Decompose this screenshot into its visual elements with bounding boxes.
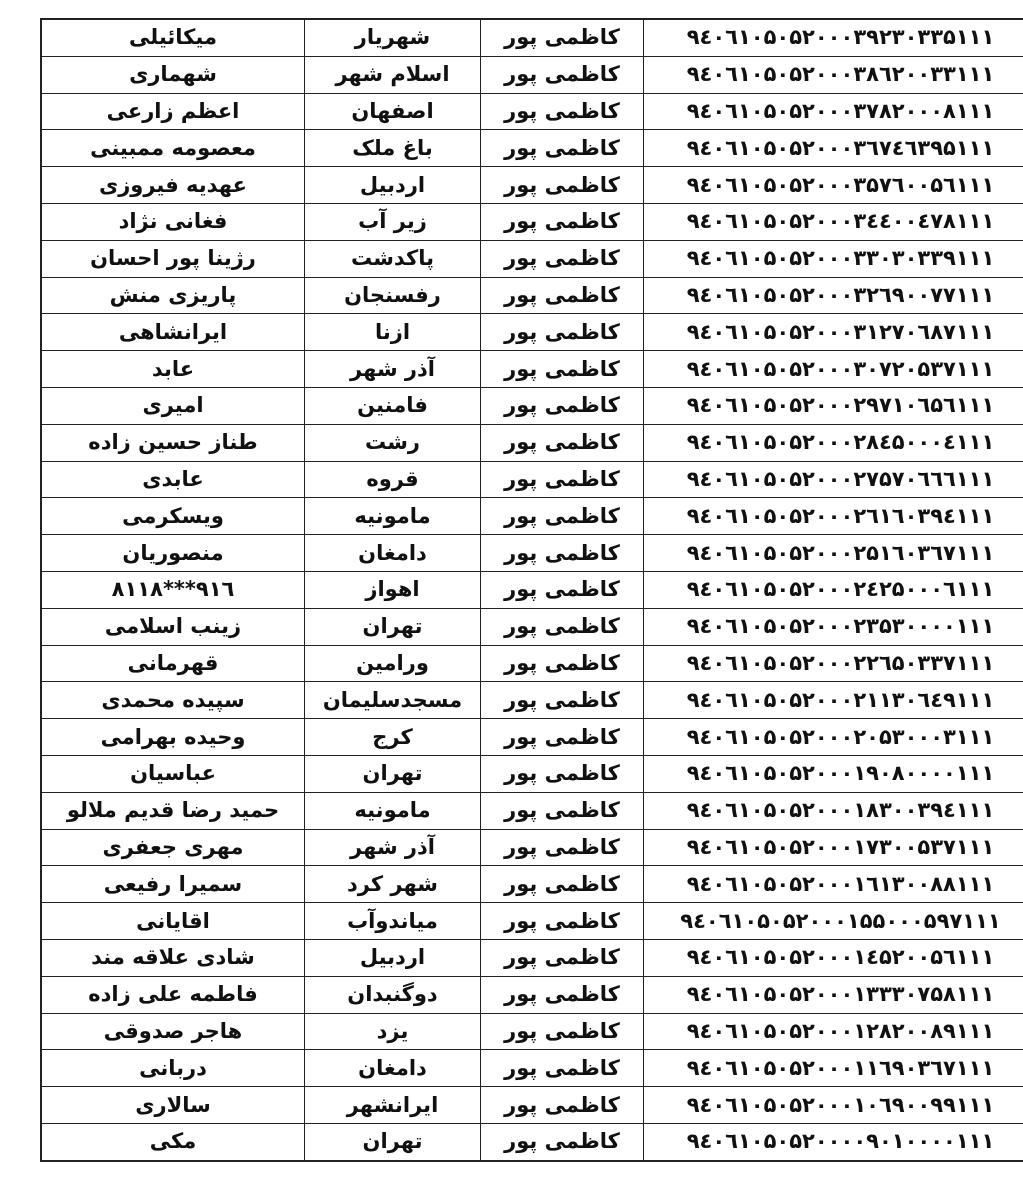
table-row bbox=[41, 240, 1023, 277]
table-row bbox=[41, 829, 1023, 866]
name-cell: امیری bbox=[41, 387, 305, 424]
family-cell: کاظمی پور bbox=[481, 130, 644, 167]
family-cell: کاظمی پور bbox=[481, 976, 644, 1013]
code-cell: ۹٤۰٦۱۰۵۰۵۲۰۰۰۳٦۷٤٦۳۹۵۱۱۱ bbox=[644, 130, 1023, 167]
city-cell: اصفهان bbox=[305, 93, 481, 130]
family-cell: کاظمی پور bbox=[481, 535, 644, 572]
table-row bbox=[41, 535, 1023, 572]
city-cell: تهران bbox=[305, 608, 481, 645]
code-cell: ۹٤۰٦۱۰۵۰۵۲۰۰۰۱۷۳۰۰۵۳۷۱۱۱ bbox=[644, 829, 1023, 866]
family-cell: کاظمی پور bbox=[481, 1013, 644, 1050]
table-row bbox=[41, 56, 1023, 93]
name-cell: عهدیه فیروزی bbox=[41, 167, 305, 204]
city-cell: تهران bbox=[305, 1123, 481, 1160]
family-cell: کاظمی پور bbox=[481, 719, 644, 756]
code-cell: ۹٤۰٦۱۰۵۰۵۲۰۰۰۳۹۲۳۰۳۳۵۱۱۱ bbox=[644, 19, 1023, 56]
code-cell: ۹٤۰٦۱۰۵۰۵۲۰۰۰۳۳۰۳۰۳۳۹۱۱۱ bbox=[644, 240, 1023, 277]
name-cell: ویسکرمی bbox=[41, 498, 305, 535]
table-row bbox=[41, 351, 1023, 388]
family-cell: کاظمی پور bbox=[481, 571, 644, 608]
city-cell: اردبیل bbox=[305, 939, 481, 976]
code-cell: ۹٤۰٦۱۰۵۰۵۲۰۰۰۳٤٤۰۰٤۷۸۱۱۱ bbox=[644, 203, 1023, 240]
table-row bbox=[41, 277, 1023, 314]
code-cell: ۹٤۰٦۱۰۵۰۵۲۰۰۰۱۵۵۰۰۰۵۹۷۱۱۱ bbox=[644, 903, 1023, 940]
name-cell: شهماری bbox=[41, 56, 305, 93]
table-row bbox=[41, 719, 1023, 756]
city-cell: رفسنجان bbox=[305, 277, 481, 314]
family-cell: کاظمی پور bbox=[481, 424, 644, 461]
table-row bbox=[41, 424, 1023, 461]
table-row bbox=[41, 1123, 1023, 1160]
table-row bbox=[41, 19, 1023, 56]
family-cell: کاظمی پور bbox=[481, 1050, 644, 1087]
city-cell: زیر آب bbox=[305, 203, 481, 240]
code-cell: ۹٤۰٦۱۰۵۰۵۲۰۰۰۲۸٤۵۰۰۰٤۱۱۱ bbox=[644, 424, 1023, 461]
code-cell: ۹٤۰٦۱۰۵۰۵۲۰۰۰۳۷۸۲۰۰۰۸۱۱۱ bbox=[644, 93, 1023, 130]
city-cell: مامونیه bbox=[305, 498, 481, 535]
city-cell: شهریار bbox=[305, 19, 481, 56]
name-cell: معصومه ممبینی bbox=[41, 130, 305, 167]
city-cell: دامغان bbox=[305, 1050, 481, 1087]
city-cell: دوگنبدان bbox=[305, 976, 481, 1013]
city-cell: تهران bbox=[305, 755, 481, 792]
name-cell: ۹۱٦***۸۱۱۸ bbox=[41, 571, 305, 608]
name-cell: عابدی bbox=[41, 461, 305, 498]
code-cell: ۹٤۰٦۱۰۵۰۵۲۰۰۰۲۰۵۳۰۰۰۳۱۱۱ bbox=[644, 719, 1023, 756]
family-cell: کاظمی پور bbox=[481, 461, 644, 498]
family-cell: کاظمی پور bbox=[481, 829, 644, 866]
code-cell: ۹٤۰٦۱۰۵۰۵۲۰۰۰۳۱۲۷۰٦۸۷۱۱۱ bbox=[644, 314, 1023, 351]
table-row bbox=[41, 1013, 1023, 1050]
table-row bbox=[41, 498, 1023, 535]
city-cell: اردبیل bbox=[305, 167, 481, 204]
family-cell: کاظمی پور bbox=[481, 1123, 644, 1160]
code-cell: ۹٤۰٦۱۰۵۰۵۲۰۰۰۲٤۲۵۰۰۰٦۱۱۱ bbox=[644, 571, 1023, 608]
city-cell: اهواز bbox=[305, 571, 481, 608]
family-cell: کاظمی پور bbox=[481, 203, 644, 240]
family-cell: کاظمی پور bbox=[481, 682, 644, 719]
city-cell: کرج bbox=[305, 719, 481, 756]
name-cell: ایرانشاهی bbox=[41, 314, 305, 351]
table-row bbox=[41, 1050, 1023, 1087]
table-row bbox=[41, 608, 1023, 645]
family-cell: کاظمی پور bbox=[481, 866, 644, 903]
table-row bbox=[41, 203, 1023, 240]
name-cell: اعظم زارعی bbox=[41, 93, 305, 130]
name-cell: وحیده بهرامی bbox=[41, 719, 305, 756]
family-cell: کاظمی پور bbox=[481, 608, 644, 645]
table-row bbox=[41, 755, 1023, 792]
table-row bbox=[41, 903, 1023, 940]
name-cell: اقایانی bbox=[41, 903, 305, 940]
name-cell: سپیده محمدی bbox=[41, 682, 305, 719]
city-cell: پاکدشت bbox=[305, 240, 481, 277]
name-cell: فاطمه علی زاده bbox=[41, 976, 305, 1013]
family-cell: کاظمی پور bbox=[481, 755, 644, 792]
table-row bbox=[41, 571, 1023, 608]
name-cell: شادی علاقه مند bbox=[41, 939, 305, 976]
code-cell: ۹٤۰٦۱۰۵۰۵۲۰۰۰۱۱٦۹۰۳٦۷۱۱۱ bbox=[644, 1050, 1023, 1087]
code-cell: ۹٤۰٦۱۰۵۰۵۲۰۰۰۳۲٦۹۰۰۷۷۱۱۱ bbox=[644, 277, 1023, 314]
city-cell: ایرانشهر bbox=[305, 1087, 481, 1124]
city-cell: باغ ملک bbox=[305, 130, 481, 167]
table-row bbox=[41, 1087, 1023, 1124]
family-cell: کاظمی پور bbox=[481, 56, 644, 93]
table-row bbox=[41, 792, 1023, 829]
code-cell: ۹٤۰٦۱۰۵۰۵۲۰۰۰۱۲۸۲۰۰۸۹۱۱۱ bbox=[644, 1013, 1023, 1050]
table-row bbox=[41, 461, 1023, 498]
name-cell: سمیرا رفیعی bbox=[41, 866, 305, 903]
city-cell: یزد bbox=[305, 1013, 481, 1050]
city-cell: قروه bbox=[305, 461, 481, 498]
name-cell: عابد bbox=[41, 351, 305, 388]
family-cell: کاظمی پور bbox=[481, 498, 644, 535]
code-cell: ۹٤۰٦۱۰۵۰۵۲۰۰۰۳۸٦۲۰۰۳۳۱۱۱ bbox=[644, 56, 1023, 93]
city-cell: اسلام شهر bbox=[305, 56, 481, 93]
city-cell: شهر کرد bbox=[305, 866, 481, 903]
family-cell: کاظمی پور bbox=[481, 19, 644, 56]
name-cell: رژینا پور احسان bbox=[41, 240, 305, 277]
family-cell: کاظمی پور bbox=[481, 93, 644, 130]
code-cell: ۹٤۰٦۱۰۵۰۵۲۰۰۰۱۰٦۹۰۰۹۹۱۱۱ bbox=[644, 1087, 1023, 1124]
name-cell: پاریزی منش bbox=[41, 277, 305, 314]
family-cell: کاظمی پور bbox=[481, 277, 644, 314]
city-cell: آذر شهر bbox=[305, 829, 481, 866]
name-cell: فغانی نژاد bbox=[41, 203, 305, 240]
family-cell: کاظمی پور bbox=[481, 1087, 644, 1124]
family-cell: کاظمی پور bbox=[481, 351, 644, 388]
code-cell: ۹٤۰٦۱۰۵۰۵۲۰۰۰۱۳۳۳۰۷۵۸۱۱۱ bbox=[644, 976, 1023, 1013]
table-row bbox=[41, 314, 1023, 351]
name-cell: حمید رضا قدیم ملالو bbox=[41, 792, 305, 829]
name-cell: مکی bbox=[41, 1123, 305, 1160]
family-cell: کاظمی پور bbox=[481, 387, 644, 424]
records-table-body bbox=[41, 19, 1023, 1161]
code-cell: ۹٤۰٦۱۰۵۰۵۲۰۰۰۱۸۳۰۰۳۹٤۱۱۱ bbox=[644, 792, 1023, 829]
name-cell: دربانی bbox=[41, 1050, 305, 1087]
code-cell: ۹٤۰٦۱۰۵۰۵۲۰۰۰۲۹۷۱۰٦۵٦۱۱۱ bbox=[644, 387, 1023, 424]
city-cell: فامنین bbox=[305, 387, 481, 424]
name-cell: قهرمانی bbox=[41, 645, 305, 682]
code-cell: ۹٤۰٦۱۰۵۰۵۲۰۰۰۲۷۵۷۰٦٦٦۱۱۱ bbox=[644, 461, 1023, 498]
code-cell: ۹٤۰٦۱۰۵۰۵۲۰۰۰۲۵۱٦۰۳٦۷۱۱۱ bbox=[644, 535, 1023, 572]
code-cell: ۹٤۰٦۱۰۵۰۵۲۰۰۰۲۲٦۵۰۳۳۷۱۱۱ bbox=[644, 645, 1023, 682]
name-cell: مهری جعفری bbox=[41, 829, 305, 866]
name-cell: عباسیان bbox=[41, 755, 305, 792]
family-cell: کاظمی پور bbox=[481, 240, 644, 277]
city-cell: ازنا bbox=[305, 314, 481, 351]
table-row bbox=[41, 939, 1023, 976]
code-cell: ۹٤۰٦۱۰۵۰۵۲۰۰۰۲۳۵۳۰۰۰۰۱۱۱ bbox=[644, 608, 1023, 645]
code-cell: ۹٤۰٦۱۰۵۰۵۲۰۰۰۱۹۰۸۰۰۰۰۱۱۱ bbox=[644, 755, 1023, 792]
city-cell: مامونیه bbox=[305, 792, 481, 829]
family-cell: کاظمی پور bbox=[481, 314, 644, 351]
city-cell: ورامین bbox=[305, 645, 481, 682]
code-cell: ۹٤۰٦۱۰۵۰۵۲۰۰۰۳۰۷۲۰۵۳۷۱۱۱ bbox=[644, 351, 1023, 388]
code-cell: ۹٤۰٦۱۰۵۰۵۲۰۰۰۱٤۵۲۰۰۵٦۱۱۱ bbox=[644, 939, 1023, 976]
document-sheet bbox=[40, 18, 1001, 1162]
family-cell: کاظمی پور bbox=[481, 939, 644, 976]
city-cell: دامغان bbox=[305, 535, 481, 572]
name-cell: هاجر صدوقی bbox=[41, 1013, 305, 1050]
city-cell: رشت bbox=[305, 424, 481, 461]
family-cell: کاظمی پور bbox=[481, 167, 644, 204]
table-row bbox=[41, 866, 1023, 903]
name-cell: میکائیلی bbox=[41, 19, 305, 56]
city-cell: میاندوآب bbox=[305, 903, 481, 940]
city-cell: مسجدسلیمان bbox=[305, 682, 481, 719]
code-cell: ۹٤۰٦۱۰۵۰۵۲۰۰۰۰۹۰۱۰۰۰۰۱۱۱ bbox=[644, 1123, 1023, 1160]
table-row bbox=[41, 93, 1023, 130]
code-cell: ۹٤۰٦۱۰۵۰۵۲۰۰۰۲۱۱۳۰٦٤۹۱۱۱ bbox=[644, 682, 1023, 719]
city-cell: آذر شهر bbox=[305, 351, 481, 388]
name-cell: منصوریان bbox=[41, 535, 305, 572]
family-cell: کاظمی پور bbox=[481, 792, 644, 829]
code-cell: ۹٤۰٦۱۰۵۰۵۲۰۰۰۳۵۷٦۰۰۵٦۱۱۱ bbox=[644, 167, 1023, 204]
table-row bbox=[41, 167, 1023, 204]
code-cell: ۹٤۰٦۱۰۵۰۵۲۰۰۰۲٦۱٦۰۳۹٤۱۱۱ bbox=[644, 498, 1023, 535]
table-row bbox=[41, 976, 1023, 1013]
table-row bbox=[41, 645, 1023, 682]
table-row bbox=[41, 682, 1023, 719]
records-table bbox=[40, 18, 1023, 1162]
table-row bbox=[41, 130, 1023, 167]
table-row bbox=[41, 387, 1023, 424]
family-cell: کاظمی پور bbox=[481, 645, 644, 682]
name-cell: طناز حسین زاده bbox=[41, 424, 305, 461]
name-cell: زینب اسلامی bbox=[41, 608, 305, 645]
code-cell: ۹٤۰٦۱۰۵۰۵۲۰۰۰۱٦۱۳۰۰۸۸۱۱۱ bbox=[644, 866, 1023, 903]
family-cell: کاظمی پور bbox=[481, 903, 644, 940]
name-cell: سالاری bbox=[41, 1087, 305, 1124]
